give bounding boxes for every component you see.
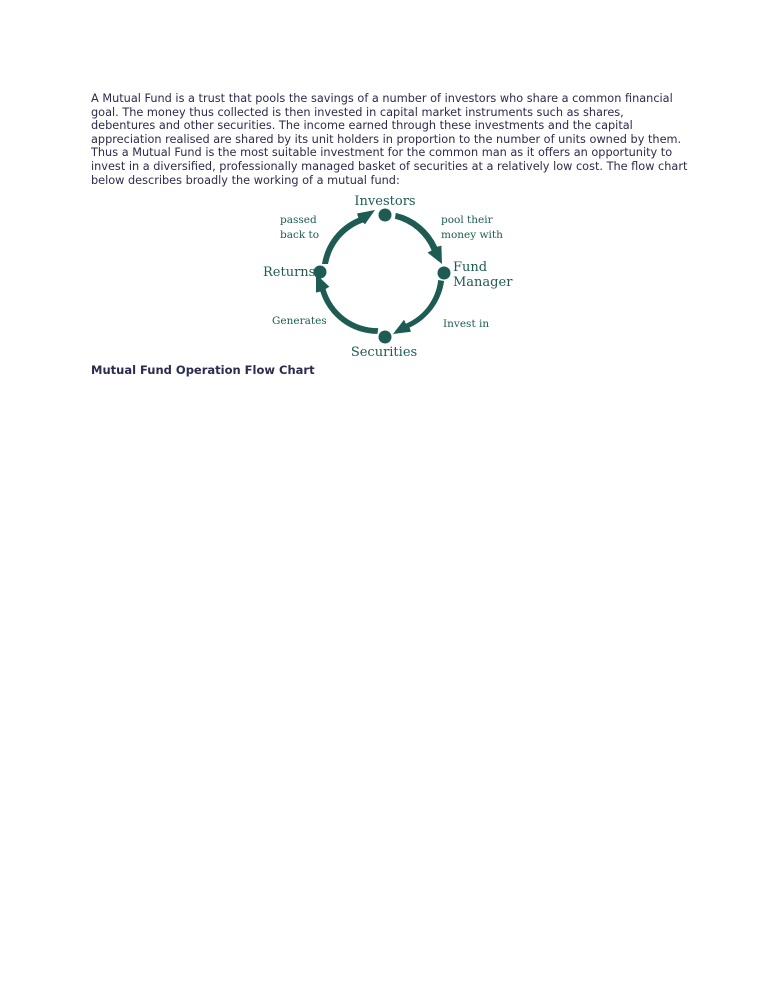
- generates-label: Generates: [272, 315, 327, 327]
- fund-manager-label-line2: Manager: [453, 275, 513, 290]
- investors-label: Investors: [354, 194, 416, 209]
- securities-node-dot: [379, 331, 392, 344]
- money-with-label: money with: [441, 229, 503, 241]
- securities-label: Securities: [350, 345, 418, 360]
- arrow-fund-manager-to-securities: [393, 280, 444, 334]
- fund-manager-node-dot: [438, 267, 451, 280]
- arrow-investors-to-fund-manager: [395, 213, 442, 264]
- passed-label: passed: [280, 214, 317, 226]
- intro-paragraph: A Mutual Fund is a trust that pools the savings of a number of investors who share a common financial goal. The money thus collected is then invested in capital market instruments such as shares, debentures and other securities. The income earned through these investments and the capital appreciation realised are shared by its unit holders in proportion to the number of units owned by them. Thus a Mutual Fund is the most suitable investment for the common man as it offers an opportunity to invest in a diversified, professionally managed basket of securities at a relatively low cost. The flow chart below describes broadly the working of a mutual fund:: [91, 92, 688, 187]
- cycle-arrows: [316, 210, 444, 334]
- investors-node-dot: [379, 209, 392, 222]
- invest-in-label: Invest in: [443, 318, 490, 330]
- flow-chart-caption: Mutual Fund Operation Flow Chart: [91, 363, 315, 377]
- cycle-nodes: [314, 209, 451, 344]
- fund-manager-label-line1: Fund: [453, 260, 488, 275]
- arrow-returns-to-investors: [322, 210, 375, 264]
- returns-label: Returns: [263, 265, 316, 280]
- pool-their-label: pool their: [441, 214, 493, 226]
- mutual-fund-flow-chart: [255, 190, 525, 362]
- back-to-label: back to: [280, 229, 320, 241]
- returns-node-dot: [314, 266, 327, 279]
